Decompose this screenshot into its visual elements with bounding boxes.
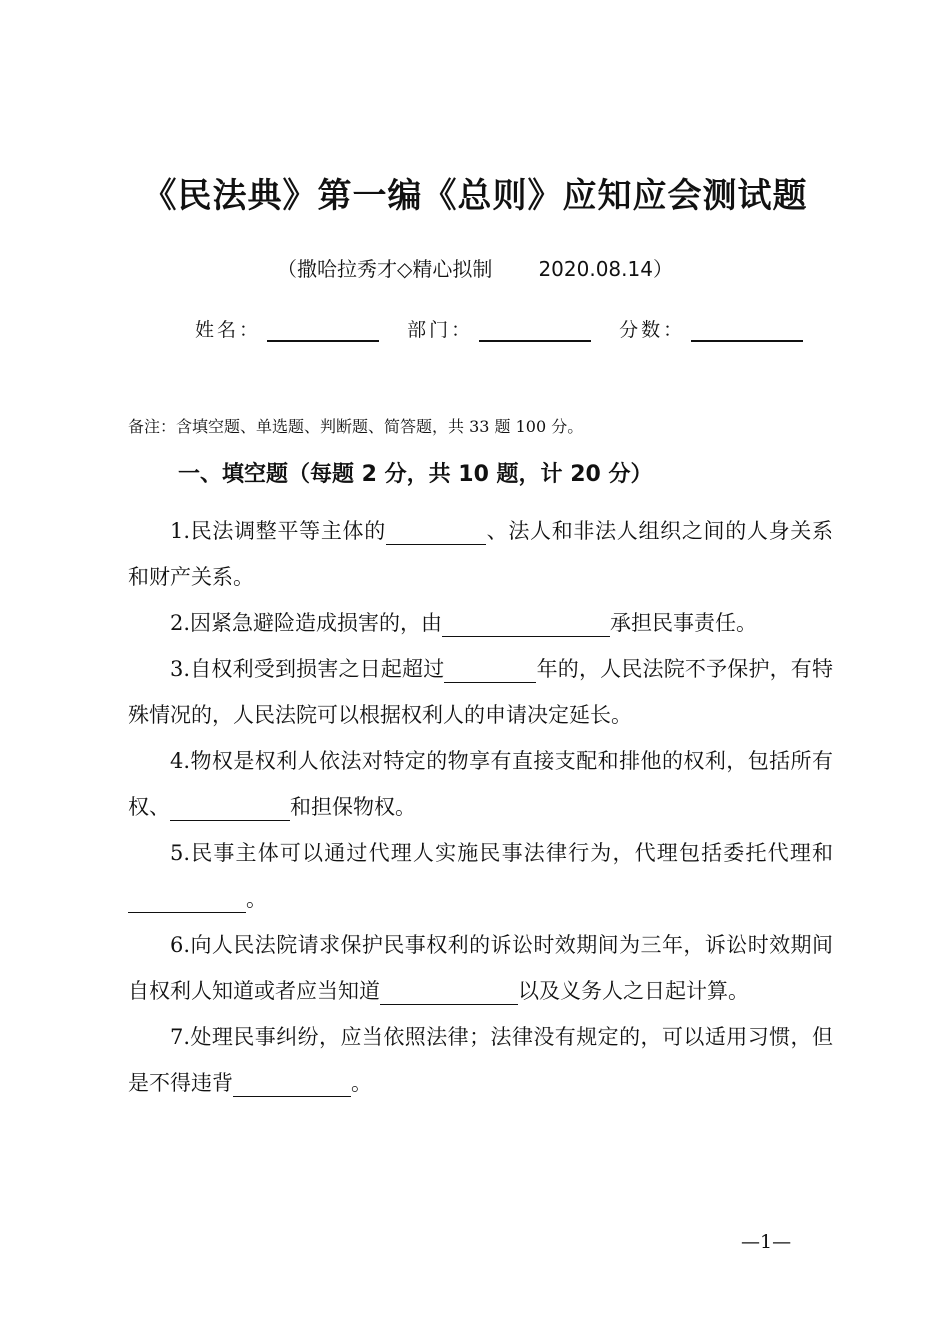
page-title: 《民法典》第一编《总则》应知应会测试题 — [142, 176, 808, 216]
question-item: 6.向人民法院请求保护民事权利的诉讼时效期间为三年，诉讼时效期间自权利人知道或者应当知道 以及义务人之日起计算。 — [128, 933, 833, 1003]
question-item: 1.民法调整平等主体的 、法人和非法人组织之间的人身关系和财产关系。 — [128, 519, 833, 589]
question-item: 7.处理民事纠纷，应当依照法律；法律没有规定的，可以适用习惯，但是不得违背 。 — [128, 1025, 833, 1095]
question-item: 2.因紧急避险造成损害的，由 承担民事责任。 — [170, 611, 758, 635]
answer-blank[interactable] — [233, 1072, 351, 1097]
dept-label: 部门： — [407, 319, 474, 341]
dept-field[interactable] — [479, 318, 591, 342]
section-heading: 一、填空题（每题 2 分，共 10 题，计 20 分） — [178, 462, 653, 487]
info-fields — [195, 315, 825, 342]
answer-blank[interactable] — [170, 796, 290, 821]
subtitle-date: 2020.08.14） — [538, 257, 673, 281]
name-field[interactable] — [267, 318, 379, 342]
score-label: 分数： — [619, 319, 686, 341]
answer-blank[interactable] — [386, 520, 486, 545]
question-item: 4.物权是权利人依法对特定的物享有直接支配和排他的权利，包括所有权、 和担保物权。 — [128, 749, 833, 819]
subtitle — [0, 253, 950, 282]
score-field[interactable] — [691, 318, 803, 342]
answer-blank[interactable] — [380, 980, 518, 1005]
question-item: 3.自权利受到损害之日起超过 年的，人民法院不予保护，有特殊情况的，人民法院可以根据权利人的申请决定延长。 — [128, 657, 833, 727]
subtitle-author: （撒哈拉秀才◇精心拟制 — [277, 257, 493, 281]
answer-blank[interactable] — [444, 658, 536, 683]
question-list — [128, 508, 833, 1106]
page-number: —1— — [741, 1231, 792, 1253]
answer-blank[interactable] — [442, 612, 610, 637]
note: 备注：含填空题、单选题、判断题、简答题，共 33 题 100 分。 — [128, 417, 584, 436]
question-item: 5.民事主体可以通过代理人实施民事法律行为，代理包括委托代理和。 — [128, 830, 833, 922]
name-label: 姓名： — [195, 319, 262, 341]
answer-blank[interactable] — [128, 888, 246, 913]
